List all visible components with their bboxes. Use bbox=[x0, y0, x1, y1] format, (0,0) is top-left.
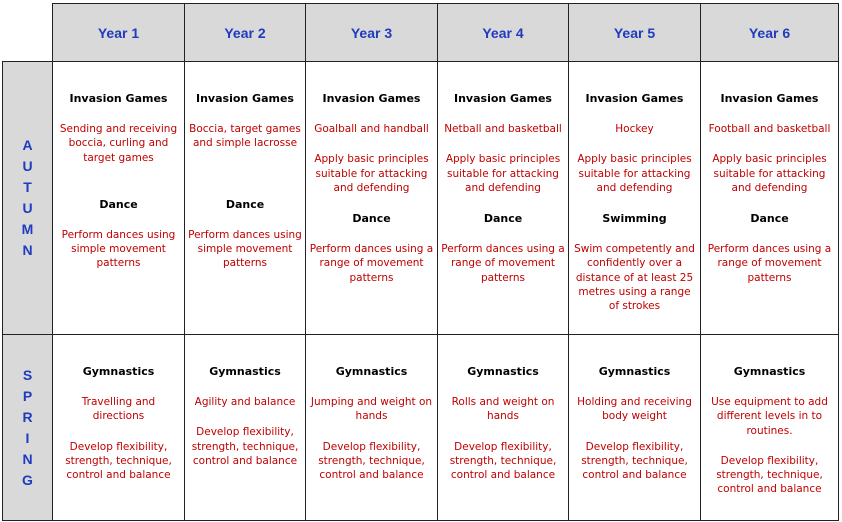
activity-text: Develop flexibility, strength, technique, control and balance bbox=[318, 440, 425, 482]
activity-text: Sending and receiving boccia, curling and target games bbox=[59, 123, 178, 164]
year-header: Year 2 bbox=[185, 4, 306, 62]
activity-text: Boccia, target games and simple lacrosse bbox=[189, 123, 301, 150]
activity-heading: Gymnastics bbox=[209, 365, 281, 378]
year-header: Year 5 bbox=[569, 4, 701, 62]
activity-heading: Gymnastics bbox=[82, 365, 155, 378]
spring-cell-year-4 bbox=[438, 335, 569, 521]
activity-text: Holding and receiving body weight bbox=[577, 396, 692, 423]
activity-heading: Dance bbox=[99, 197, 138, 211]
activity-heading: Swimming bbox=[602, 212, 667, 226]
activity-text: Apply basic principles suitable for attacking and defending bbox=[445, 153, 561, 194]
activity-heading: Gymnastics bbox=[467, 365, 539, 378]
corner-cell bbox=[3, 4, 53, 62]
activity-text: Apply basic principles suitable for attacking and defending bbox=[712, 153, 827, 194]
autumn-cell-year-4 bbox=[438, 62, 569, 335]
activity-text: Apply basic principles suitable for attacking and defending bbox=[314, 153, 429, 194]
activity-text: Perform dances using simple movement patterns bbox=[188, 228, 302, 270]
activity-heading: Gymnastics bbox=[335, 365, 408, 378]
activity-text: Apply basic principles suitable for attacking and defending bbox=[577, 153, 692, 194]
pe-curriculum-table bbox=[2, 3, 839, 521]
activity-heading: Invasion Games bbox=[196, 92, 294, 105]
activity-text: Swim competently and confidently over a distance of at least 25 metres using a range of strokes bbox=[574, 243, 695, 313]
activity-heading: Invasion Games bbox=[720, 92, 819, 105]
activity-text: Perform dances using simple movement patterns bbox=[61, 228, 176, 270]
activity-text: Develop flexibility, strength, technique, control and balance bbox=[191, 426, 299, 467]
activity-text: Jumping and weight on hands bbox=[310, 396, 433, 423]
activity-text: Perform dances using a range of movement patterns bbox=[707, 243, 832, 284]
year-header: Year 4 bbox=[438, 4, 569, 62]
spring-cell-year-5 bbox=[569, 335, 701, 521]
spring-cell-year-2 bbox=[185, 335, 306, 521]
activity-heading: Invasion Games bbox=[69, 92, 168, 105]
autumn-cell-year-6 bbox=[701, 62, 839, 335]
spring-cell-year-1 bbox=[53, 335, 185, 521]
autumn-cell-year-2 bbox=[185, 62, 306, 335]
spring-term-label: S P R I N G bbox=[3, 335, 53, 521]
activity-text: Agility and balance bbox=[194, 396, 296, 408]
year-header-row bbox=[3, 4, 839, 62]
autumn-cell-year-5 bbox=[569, 62, 701, 335]
year-header: Year 3 bbox=[306, 4, 438, 62]
activity-text: Develop flexibility, strength, technique, control and balance bbox=[449, 440, 557, 482]
year-header: Year 6 bbox=[701, 4, 839, 62]
spring-cell-year-6 bbox=[701, 335, 839, 521]
activity-text: Hockey bbox=[615, 123, 654, 135]
activity-text: Develop flexibility, strength, technique, control and balance bbox=[716, 454, 823, 496]
spring-row bbox=[3, 335, 839, 521]
activity-text: Netball and basketball bbox=[444, 123, 562, 135]
autumn-cell-year-3 bbox=[306, 62, 438, 335]
activity-text: Develop flexibility, strength, technique, control and balance bbox=[581, 440, 688, 482]
activity-text: Develop flexibility, strength, technique, control and balance bbox=[65, 440, 172, 482]
activity-text: Perform dances using a range of movement patterns bbox=[309, 243, 434, 284]
activity-heading: Dance bbox=[750, 212, 789, 226]
activity-heading: Gymnastics bbox=[733, 365, 806, 378]
activity-text: Perform dances using a range of movement patterns bbox=[441, 243, 565, 284]
activity-heading: Gymnastics bbox=[598, 365, 671, 378]
activity-heading: Invasion Games bbox=[454, 92, 552, 105]
activity-text: Use equipment to add different levels in to routines. bbox=[711, 396, 828, 437]
spring-cell-year-3 bbox=[306, 335, 438, 521]
activity-heading: Dance bbox=[352, 212, 391, 226]
year-header: Year 1 bbox=[53, 4, 185, 62]
activity-heading: Dance bbox=[225, 197, 265, 211]
activity-text: Rolls and weight on hands bbox=[451, 396, 555, 423]
autumn-row bbox=[3, 62, 839, 335]
activity-text: Football and basketball bbox=[708, 123, 831, 135]
autumn-cell-year-1 bbox=[53, 62, 185, 335]
autumn-term-label: A U T U M N bbox=[3, 62, 53, 335]
activity-heading: Invasion Games bbox=[322, 92, 421, 105]
activity-heading: Invasion Games bbox=[585, 92, 684, 105]
activity-text: Travelling and directions bbox=[81, 396, 156, 423]
activity-heading: Dance bbox=[483, 212, 523, 226]
activity-text: Goalball and handball bbox=[314, 123, 429, 135]
